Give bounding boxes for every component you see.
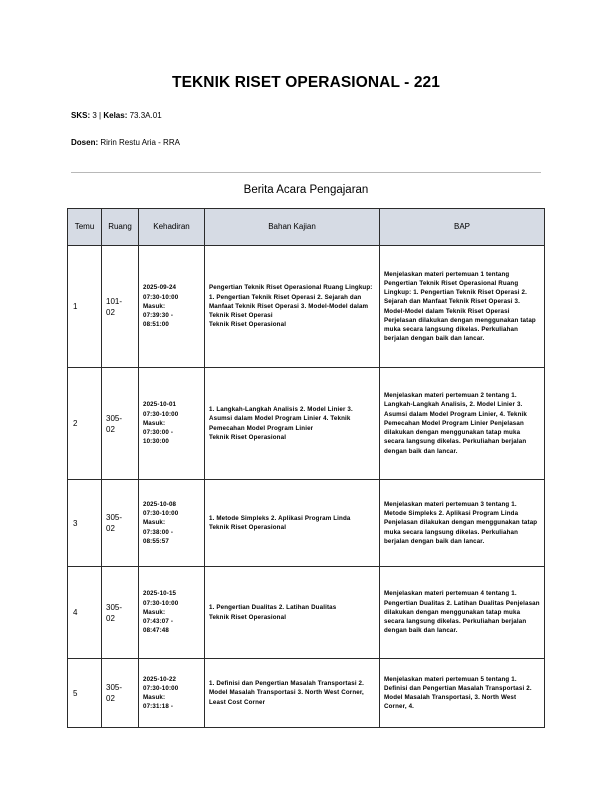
kehadiran-line: 2025-09-24: [143, 284, 177, 292]
table-body: [68, 246, 545, 728]
kehadiran-line: 07:30:00 -: [143, 429, 174, 437]
header-bahan-kajian: Bahan Kajian: [205, 209, 380, 246]
cell-bap: Menjelaskan materi pertemuan 3 tentang 1. Metode Simpleks 2. Aplikasi Program Linda Penjelasan dilakukan dengan menggunakan tatap muka secara langsung dikelas. Perkuliahan berjalan dengan baik dan lancar.: [380, 480, 545, 567]
course-meta-line: [71, 111, 162, 120]
kehadiran-line: 07:43:07 -: [143, 618, 174, 626]
kehadiran-line: 07:30-10:00: [143, 510, 179, 518]
kehadiran-line: 2025-10-01: [143, 401, 177, 409]
kehadiran-line: 08:55:57: [143, 537, 169, 545]
meta-separator: |: [99, 111, 102, 120]
dosen-label: Dosen:: [71, 138, 99, 147]
dosen-value: Ririn Restu Aria - RRA: [100, 138, 180, 147]
table-row: [68, 368, 545, 480]
cell-bap: Menjelaskan materi pertemuan 2 tentang 1. Langkah-Langkah Analisis, 2. Model Linier 3. Asumsi dalam Model Program Linier, 4. Teknik Pemecahan Model Program Linier Penjelasan dilakukan dengan menggunakan tatap muka secara langsung dikelas. Perkuliahan berjalan dengan baik dan lancar.: [380, 368, 545, 480]
cell-ruang: 101- 02: [102, 246, 139, 368]
cell-bap: Menjelaskan materi pertemuan 1 tentang Pengertian Teknik Riset Operasional Ruang Lingkup: 1. Pengertian Teknik Riset Operasi 2. Sejarah dan Manfaat Teknik Riset Operasi 3. Model-Model dalam Teknik Riset Operasi Perjelasan dilakukan dengan menggunakan tatap muka secara langsung dikelas. Perkuliahan berjalan dengan baik dan lancar.: [380, 246, 545, 368]
section-title: Berita Acara Pengajaran: [243, 184, 369, 196]
kehadiran-line: 07:30-10:00: [143, 684, 179, 692]
cell-ruang: 305- 02: [102, 659, 139, 728]
kehadiran-line: Masuk:: [143, 694, 166, 701]
kehadiran-line: 07:30-10:00: [143, 293, 179, 301]
kehadiran-line: 07:31:18 -: [143, 703, 174, 711]
cell-kehadiran: [139, 368, 205, 480]
kehadiran-line: 07:30-10:00: [143, 410, 179, 418]
header-ruang: Ruang: [102, 209, 139, 246]
cell-ruang: 305- 02: [102, 567, 139, 659]
header-bap: BAP: [380, 209, 545, 246]
kehadiran-line: 07:38:00 -: [143, 528, 174, 536]
kehadiran-line: Masuk:: [143, 419, 166, 427]
cell-bahan-kajian: 1. Langkah-Langkah Analisis 2. Model Linier 3. Asumsi dalam Model Program Linier 4. Teknik Pemecahan Model Program Linier Teknik Riset Operasional: [205, 368, 380, 480]
cell-temu: 1: [68, 246, 102, 368]
cell-ruang: 305- 02: [102, 368, 139, 480]
table-row: [68, 246, 545, 368]
kehadiran-line: Masuk:: [143, 608, 166, 616]
header-kehadiran: Kehadiran: [139, 209, 205, 246]
table-row: [68, 659, 545, 728]
lecturer-line: [71, 138, 180, 147]
cell-bahan-kajian: 1. Metode Simpleks 2. Aplikasi Program Linda Teknik Riset Operasional: [205, 480, 380, 567]
kehadiran-line: 2025-10-08: [143, 500, 177, 508]
cell-kehadiran: [139, 480, 205, 567]
cell-bahan-kajian: 1. Definisi dan Pengertian Masalah Transportasi 2. Model Masalah Transportasi 3. North West Corner, Least Cost Corner: [205, 659, 380, 728]
cell-temu: 4: [68, 567, 102, 659]
header-temu: Temu: [68, 209, 102, 246]
cell-ruang: 305- 02: [102, 480, 139, 567]
cell-bap: Menjelaskan materi pertemuan 4 tentang 1. Pengertian Dualitas 2. Latihan Dualitas Penjelasan dilakukan dengan menggunakan tatap muka secara langsung dikelas. Perkuliahan berjalan dengan baik dan lancar.: [380, 567, 545, 659]
kehadiran-line: 07:30-10:00: [143, 599, 179, 607]
teaching-log-table: [67, 208, 545, 728]
kehadiran-line: 07:39:30 -: [143, 312, 174, 320]
kehadiran-line: 2025-10-22: [143, 675, 177, 683]
cell-bap: Menjelaskan materi pertemuan 5 tentang 1. Definisi dan Pengertian Masalah Transportasi 2. Model Masalah Transportasi, 3. North West Corner, 4.: [380, 659, 545, 728]
sks-label: SKS:: [71, 111, 91, 120]
kehadiran-line: Masuk:: [143, 519, 166, 527]
kelas-value: 73.3A.01: [129, 111, 162, 120]
cell-bahan-kajian: 1. Pengertian Dualitas 2. Latihan Dualitas Teknik Riset Operasional: [205, 567, 380, 659]
kehadiran-line: 08:47:48: [143, 627, 169, 635]
kehadiran-line: Masuk:: [143, 302, 166, 310]
table-row: [68, 480, 545, 567]
cell-temu: 2: [68, 368, 102, 480]
kelas-label: Kelas:: [103, 111, 128, 120]
divider: [71, 172, 541, 173]
cell-temu: 5: [68, 659, 102, 728]
page-title: TEKNIK RISET OPERASIONAL - 221: [172, 74, 440, 91]
cell-kehadiran: [139, 567, 205, 659]
cell-kehadiran: [139, 246, 205, 368]
cell-bahan-kajian: Pengertian Teknik Riset Operasional Ruang Lingkup: 1. Pengertian Teknik Riset Operasi 2. Sejarah dan Manfaat Teknik Riset Operasi 3. Model-Model dalam Teknik Riset Operasi Teknik Riset Operasional: [205, 246, 380, 368]
kehadiran-line: 08:51:00: [143, 321, 169, 329]
sks-value: 3: [92, 111, 97, 120]
kehadiran-line: 2025-10-15: [143, 590, 177, 598]
table-row: [68, 567, 545, 659]
cell-temu: 3: [68, 480, 102, 567]
cell-kehadiran: [139, 659, 205, 728]
kehadiran-line: 10:30:00: [143, 438, 169, 446]
table-header-row: [68, 209, 545, 246]
